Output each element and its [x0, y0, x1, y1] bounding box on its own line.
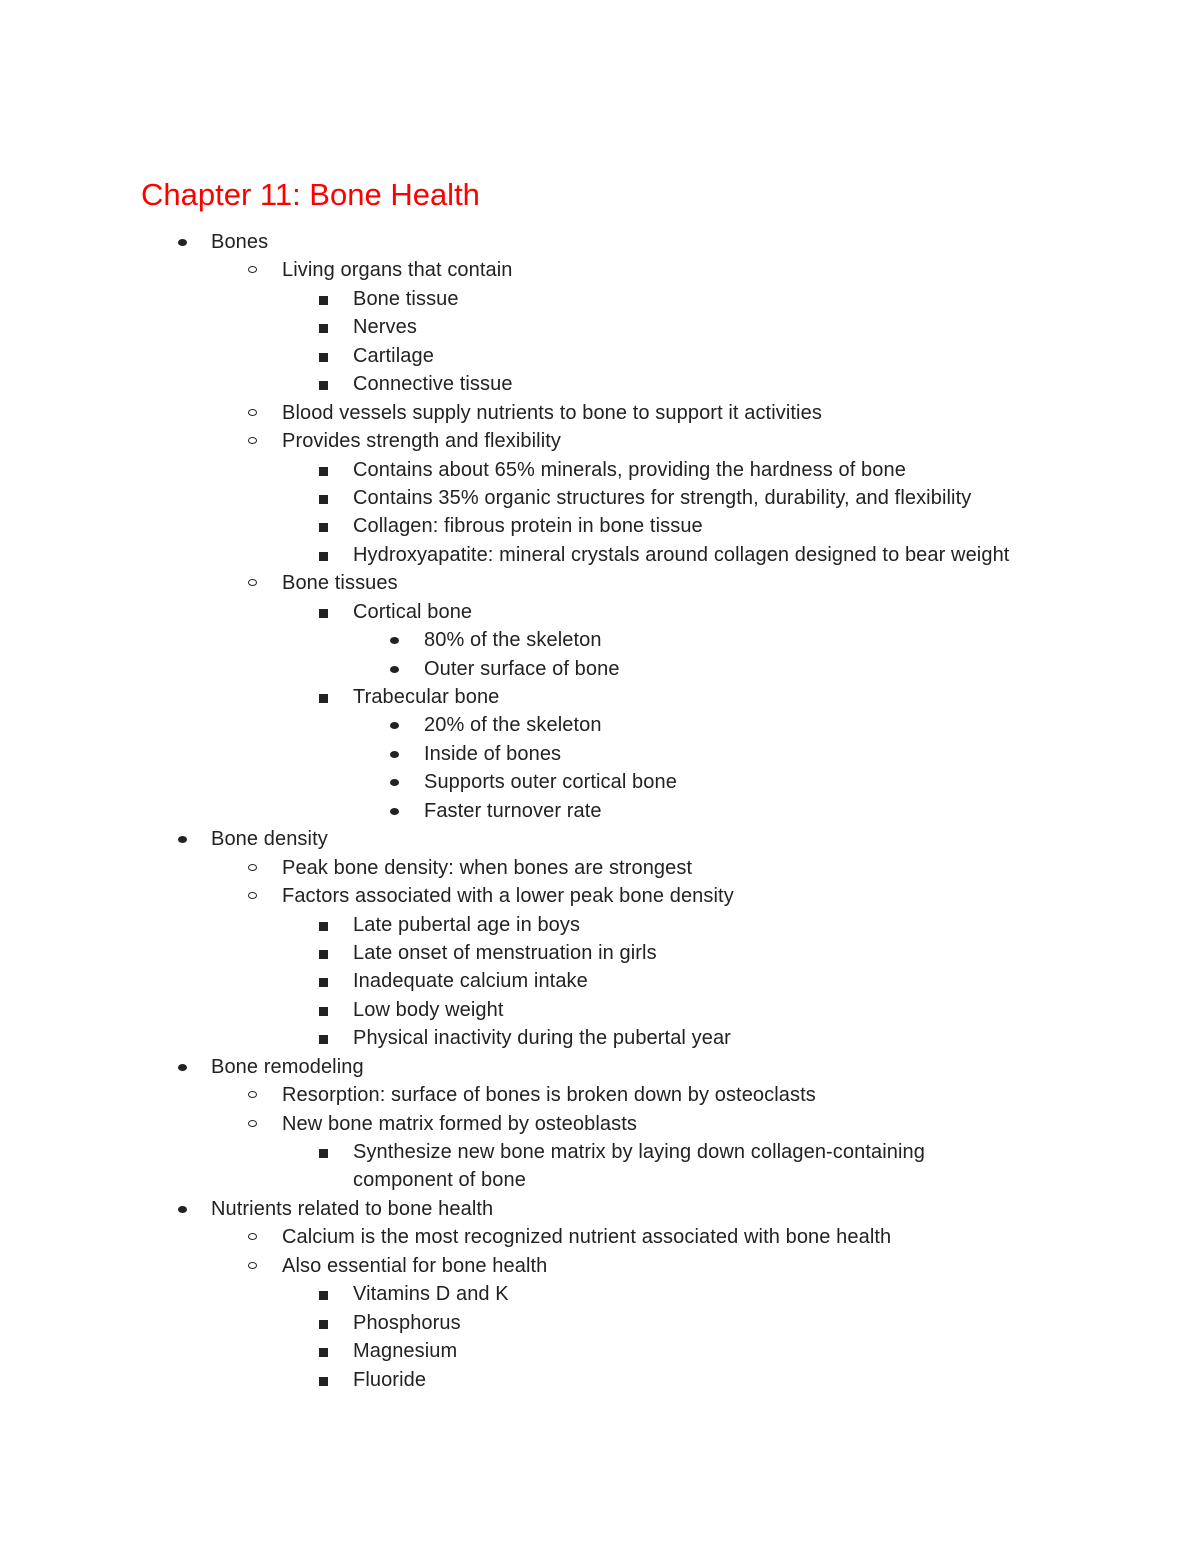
list-item: [0, 285, 1200, 313]
list-item: [0, 256, 1200, 284]
disc-bullet-icon: [178, 239, 187, 246]
list-item-text: [353, 1280, 509, 1308]
list-item-line: Trabecular bone: [353, 686, 500, 708]
list-item: [0, 1024, 1200, 1052]
square-bullet-icon: [319, 1320, 328, 1329]
list-item-text: [353, 541, 1009, 569]
list-item: [0, 1337, 1200, 1365]
disc-bullet-icon: [390, 751, 399, 758]
bullet-outline: [0, 228, 1200, 1394]
list-item-text: [424, 711, 602, 739]
list-item-line: Vitamins D and K: [353, 1283, 509, 1306]
list-item-line: Also essential for bone health: [282, 1254, 548, 1277]
list-item-line: 20% of the skeleton: [424, 714, 602, 737]
list-item-line: Cortical bone: [353, 600, 473, 623]
list-item-line: Resorption: surface of bones is broken down by osteoclasts: [282, 1084, 816, 1107]
list-item: [0, 825, 1200, 853]
list-item-text: [424, 655, 620, 683]
list-item: [0, 342, 1200, 370]
list-item-text: [211, 1195, 493, 1223]
list-item-line: Fluoride: [353, 1368, 427, 1391]
list-item-line: Inadequate calcium intake: [353, 970, 588, 993]
list-item: [0, 1110, 1200, 1138]
circle-bullet-icon: [248, 1233, 257, 1240]
list-item-text: [282, 882, 734, 910]
square-bullet-icon: [319, 694, 328, 703]
square-bullet-icon: [319, 1377, 328, 1386]
list-item-line: Bone tissue: [353, 287, 459, 310]
list-item-line: Hydroxyapatite: mineral crystals around collagen designed to bear weight: [353, 543, 1010, 566]
list-item: [0, 768, 1200, 796]
list-item-text: [353, 342, 434, 370]
list-item-line: Magnesium: [353, 1340, 458, 1363]
circle-bullet-icon: [248, 892, 257, 899]
list-item: [0, 740, 1200, 768]
list-item-text: [353, 1337, 457, 1365]
list-item-continuation: component of bone: [353, 1169, 526, 1192]
square-bullet-icon: [319, 1291, 328, 1300]
list-item: [0, 484, 1200, 512]
list-item: [0, 1053, 1200, 1081]
list-item: [0, 711, 1200, 739]
list-item-line: Bone tissues: [282, 572, 398, 595]
disc-bullet-icon: [390, 808, 399, 815]
list-item-line: Nutrients related to bone health: [211, 1197, 494, 1220]
list-item-text: [353, 1138, 925, 1195]
list-item: [0, 1223, 1200, 1251]
list-item: [0, 399, 1200, 427]
list-item: [0, 1366, 1200, 1394]
square-bullet-icon: [319, 1348, 328, 1357]
disc-bullet-icon: [390, 722, 399, 729]
list-item-text: [353, 370, 513, 398]
disc-bullet-icon: [390, 637, 399, 644]
circle-bullet-icon: [248, 1262, 257, 1269]
disc-bullet-icon: [178, 1206, 187, 1213]
disc-bullet-icon: [178, 1064, 187, 1071]
list-item-line: Synthesize new bone matrix by laying down collagen-containing: [353, 1141, 925, 1163]
square-bullet-icon: [319, 467, 328, 476]
list-item-line: Blood vessels supply nutrients to bone to support it activities: [282, 401, 822, 424]
list-item-line: Physical inactivity during the pubertal year: [353, 1027, 731, 1050]
list-item: [0, 939, 1200, 967]
circle-bullet-icon: [248, 1091, 257, 1098]
list-item-line: Late pubertal age in boys: [353, 913, 581, 936]
list-item-text: [424, 740, 561, 768]
list-item: [0, 512, 1200, 540]
circle-bullet-icon: [248, 437, 257, 444]
list-item: [0, 1081, 1200, 1109]
list-item: [0, 911, 1200, 939]
list-item-text: [353, 598, 472, 626]
list-item: [0, 1138, 1200, 1195]
list-item-text: [353, 456, 906, 484]
list-item-text: [282, 427, 561, 455]
list-item-text: [282, 854, 692, 882]
list-item-line: Inside of bones: [424, 742, 562, 765]
list-item-text: [353, 285, 459, 313]
list-item-line: Faster turnover rate: [424, 799, 602, 822]
list-item-text: [353, 1309, 461, 1337]
list-item: [0, 797, 1200, 825]
circle-bullet-icon: [248, 409, 257, 416]
list-item-line: Peak bone density: when bones are strongest: [282, 856, 693, 879]
list-item-text: [353, 1366, 426, 1394]
list-item: [0, 569, 1200, 597]
disc-bullet-icon: [178, 836, 187, 843]
list-item-text: [211, 825, 328, 853]
list-item: [0, 1252, 1200, 1280]
list-item-text: [424, 768, 677, 796]
circle-bullet-icon: [248, 579, 257, 586]
list-item-text: [282, 1252, 547, 1280]
square-bullet-icon: [319, 353, 328, 362]
square-bullet-icon: [319, 523, 328, 532]
list-item: [0, 228, 1200, 256]
list-item-line: Contains about 65% minerals, providing the hardness of bone: [353, 458, 906, 481]
page-title: Chapter 11: Bone Health: [141, 177, 480, 212]
list-item-text: [424, 797, 602, 825]
list-item-text: [353, 939, 657, 967]
list-item-text: [282, 569, 398, 597]
list-item: [0, 683, 1200, 711]
list-item-text: [353, 996, 503, 1024]
list-item: [0, 313, 1200, 341]
square-bullet-icon: [319, 324, 328, 333]
list-item-line: Contains 35% organic structures for strength, durability, and flexibility: [353, 486, 972, 509]
list-item-line: Living organs that contain: [282, 259, 513, 282]
list-item: [0, 427, 1200, 455]
square-bullet-icon: [319, 1007, 328, 1016]
list-item-text: [353, 512, 703, 540]
list-item: [0, 996, 1200, 1024]
list-item-line: Phosphorus: [353, 1311, 461, 1334]
square-bullet-icon: [319, 552, 328, 561]
list-item-text: [353, 967, 588, 995]
list-item-line: Low body weight: [353, 998, 504, 1021]
list-item: [0, 882, 1200, 910]
list-item-text: [282, 1081, 816, 1109]
square-bullet-icon: [319, 609, 328, 618]
list-item-line: Late onset of menstruation in girls: [353, 941, 657, 964]
list-item-text: [211, 1053, 364, 1081]
square-bullet-icon: [319, 950, 328, 959]
disc-bullet-icon: [390, 779, 399, 786]
circle-bullet-icon: [248, 864, 257, 871]
square-bullet-icon: [319, 495, 328, 504]
list-item: [0, 541, 1200, 569]
list-item-text: [282, 1223, 891, 1251]
list-item-text: [282, 399, 822, 427]
list-item: [0, 370, 1200, 398]
square-bullet-icon: [319, 296, 328, 305]
list-item: [0, 626, 1200, 654]
list-item-line: Calcium is the most recognized nutrient associated with bone health: [282, 1226, 892, 1249]
list-item-text: [353, 484, 971, 512]
square-bullet-icon: [319, 381, 328, 390]
list-item-text: [282, 256, 513, 284]
square-bullet-icon: [319, 922, 328, 931]
list-item: [0, 456, 1200, 484]
list-item: [0, 655, 1200, 683]
list-item-line: Supports outer cortical bone: [424, 771, 677, 794]
list-item-line: 80% of the skeleton: [424, 629, 602, 652]
list-item: [0, 598, 1200, 626]
list-item-line: Bone density: [211, 828, 328, 851]
square-bullet-icon: [319, 978, 328, 987]
circle-bullet-icon: [248, 1120, 257, 1127]
list-item: [0, 1195, 1200, 1223]
list-item-line: Factors associated with a lower peak bone density: [282, 885, 734, 908]
circle-bullet-icon: [248, 266, 257, 273]
list-item-text: [353, 313, 417, 341]
list-item-text: [424, 626, 602, 654]
list-item-line: Bone remodeling: [211, 1055, 364, 1078]
list-item: [0, 1280, 1200, 1308]
list-item-line: Cartilage: [353, 344, 434, 367]
list-item-line: Provides strength and flexibility: [282, 430, 561, 453]
list-item-line: Bones: [211, 231, 269, 253]
list-item-text: [353, 1024, 731, 1052]
list-item-line: Nerves: [353, 316, 417, 339]
list-item: [0, 1309, 1200, 1337]
square-bullet-icon: [319, 1149, 328, 1158]
list-item-text: [353, 911, 580, 939]
list-item-line: Outer surface of bone: [424, 657, 620, 680]
square-bullet-icon: [319, 1035, 328, 1044]
list-item-text: [353, 683, 499, 711]
list-item-text: [211, 228, 268, 256]
disc-bullet-icon: [390, 666, 399, 673]
list-item: [0, 854, 1200, 882]
list-item-text: [282, 1110, 637, 1138]
list-item-line: Collagen: fibrous protein in bone tissue: [353, 515, 703, 538]
list-item-line: Connective tissue: [353, 373, 513, 396]
list-item-line: New bone matrix formed by osteoblasts: [282, 1112, 637, 1135]
list-item: [0, 967, 1200, 995]
